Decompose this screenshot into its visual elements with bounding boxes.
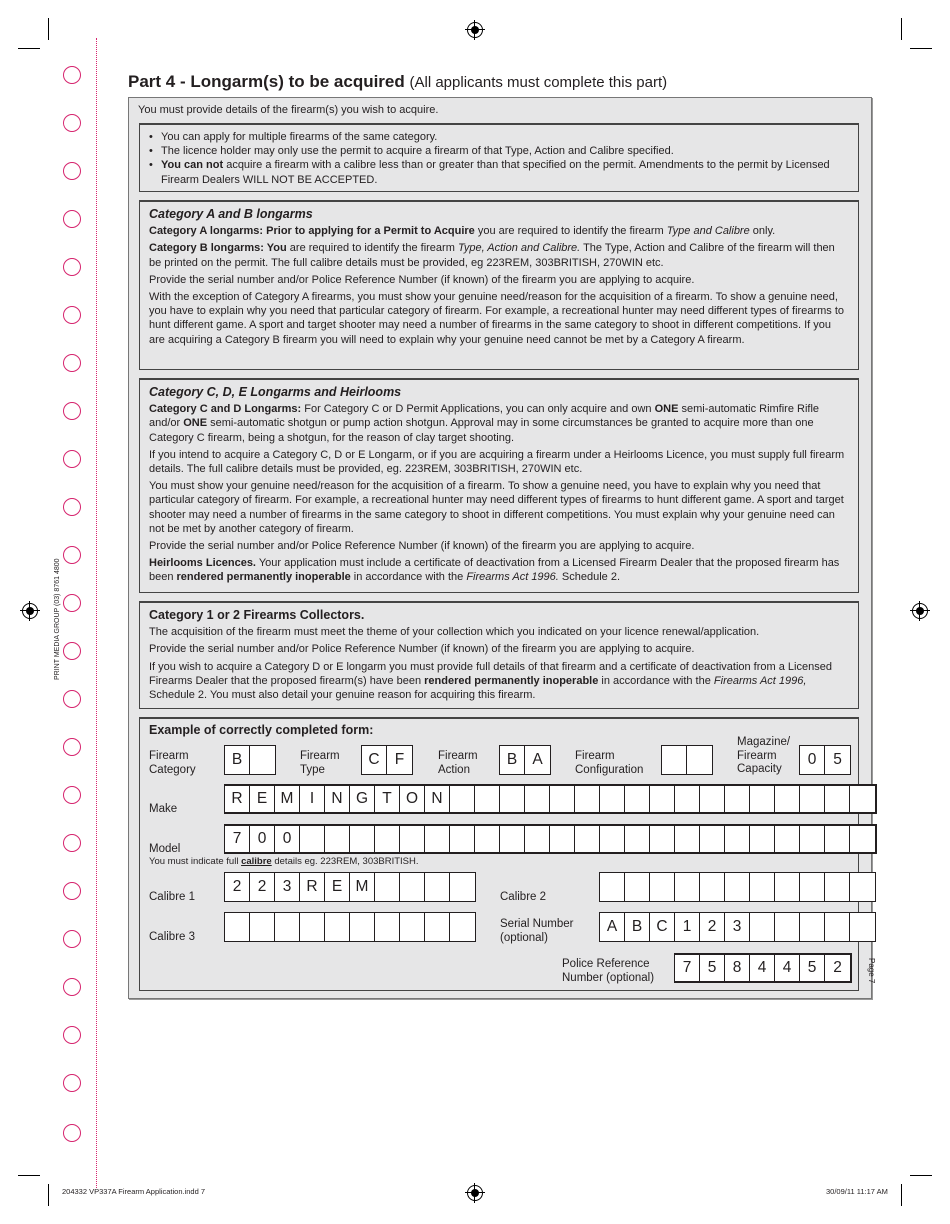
firearm-configuration-label: Firearm Configuration xyxy=(575,750,644,776)
entry-cell[interactable] xyxy=(625,873,650,901)
entry-cell[interactable]: 3 xyxy=(275,873,300,901)
page-title: Part 4 - Longarm(s) to be acquired (All applicants must complete this part) xyxy=(128,72,668,91)
entry-cell[interactable] xyxy=(350,913,375,941)
entry-cell[interactable]: 1 xyxy=(675,913,700,941)
entry-cell[interactable]: M xyxy=(350,873,375,901)
binder-hole-icon xyxy=(63,1074,81,1092)
binder-hole-icon xyxy=(63,978,81,996)
entry-cell[interactable]: 2 xyxy=(225,873,250,901)
binder-hole-icon xyxy=(63,786,81,804)
entry-cell[interactable] xyxy=(375,826,400,852)
entry-cell[interactable]: 4 xyxy=(750,955,775,981)
police-reference-label: Police Reference Number (optional) xyxy=(562,958,655,984)
entry-cell[interactable] xyxy=(525,786,550,812)
entry-cell[interactable] xyxy=(400,826,425,852)
entry-cell[interactable] xyxy=(650,826,675,852)
entry-cell[interactable] xyxy=(750,786,775,812)
crop-mark xyxy=(48,18,49,40)
paragraph: The acquisition of the firearm must meet the theme of your collection which you indicated on your licence renewal/application. xyxy=(149,626,760,639)
entry-cell[interactable] xyxy=(650,873,675,901)
entry-cell[interactable]: 0 xyxy=(250,826,275,852)
binder-hole-icon xyxy=(63,258,81,276)
crop-mark xyxy=(910,48,932,49)
calibre1-label: Calibre 1 xyxy=(149,891,196,903)
binder-hole-icon xyxy=(63,834,81,852)
rule-item: • You can apply for multiple firearms of the same category. xyxy=(149,130,849,144)
entry-cell[interactable] xyxy=(825,826,850,852)
binder-hole-icon xyxy=(63,66,81,84)
entry-cell[interactable] xyxy=(725,873,750,901)
entry-cell[interactable] xyxy=(687,746,712,774)
entry-cell[interactable]: 5 xyxy=(800,955,825,981)
entry-cell[interactable]: 2 xyxy=(250,873,275,901)
page-number: Page 7 xyxy=(867,958,876,984)
entry-cell[interactable] xyxy=(750,873,775,901)
entry-cell[interactable] xyxy=(700,786,725,812)
entry-cell[interactable] xyxy=(600,873,625,901)
magazine-capacity-label: Magazine/ Firearm Capacity xyxy=(737,736,791,775)
binder-hole-icon xyxy=(63,210,81,228)
entry-cell[interactable] xyxy=(425,826,450,852)
entry-cell[interactable] xyxy=(225,913,250,941)
binder-hole-icon xyxy=(63,1026,81,1044)
entry-cell[interactable] xyxy=(700,873,725,901)
intro-text: You must provide details of the firearm(s) you wish to acquire. xyxy=(138,104,439,116)
entry-cell[interactable]: O xyxy=(400,786,425,812)
calibre3-input[interactable] xyxy=(224,912,476,942)
entry-cell[interactable]: R xyxy=(225,786,250,812)
binder-hole-icon xyxy=(63,882,81,900)
firearm-category-label: Firearm Category xyxy=(149,750,196,776)
entry-cell[interactable] xyxy=(300,826,325,852)
binder-hole-icon xyxy=(63,354,81,372)
calibre-note: You must indicate full calibre details eg. 223REM, 303BRITISH. xyxy=(149,856,419,867)
firearm-type-label: Firearm Type xyxy=(300,750,340,776)
crop-mark xyxy=(18,1175,40,1176)
binder-hole-icon xyxy=(63,930,81,948)
entry-cell[interactable]: 4 xyxy=(775,955,800,981)
printer-credit: PRINT MEDIA GROUP (03) 8761 4800 xyxy=(54,558,61,680)
model-label: Model xyxy=(149,843,181,855)
perforation-line xyxy=(96,38,97,1188)
paragraph: If you wish to acquire a Category D or E longarm you must provide full details of that firearm and a certificate of deactivation from a Licensed Firearms Dealer that the proposed firearm(s) have been rendered permanently inoperable in accordance with the Firearms Act 1996, Schedule 2. You must also detail your genuine reason for acquiring this firearm. xyxy=(149,660,832,702)
binder-hole-icon xyxy=(63,114,81,132)
entry-cell[interactable] xyxy=(675,873,700,901)
calibre3-label: Calibre 3 xyxy=(149,931,196,943)
registration-mark-icon xyxy=(22,603,38,619)
crop-mark xyxy=(48,1184,49,1206)
entry-cell[interactable] xyxy=(700,826,725,852)
entry-cell[interactable] xyxy=(375,913,400,941)
paragraph: You must show your genuine need/reason for the acquisition of a firearm. To show a genuine need, you have to explain why you need that particular category of firearm. For example, a recreational hunter may need different types of firearms to hunt different game. A sport and target shooter may need a number of firearms in the same category to shoot in different competitions. You must explain why your genuine need can not be met by another category of firearm. xyxy=(149,480,844,535)
entry-cell[interactable] xyxy=(825,786,850,812)
crop-mark xyxy=(901,18,902,40)
paragraph: Provide the serial number and/or Police Reference Number (if known) of the firearm you are applying to acquire. xyxy=(149,540,695,553)
binder-hole-icon xyxy=(63,306,81,324)
calibre1-input[interactable] xyxy=(224,872,476,902)
crop-mark xyxy=(910,1175,932,1176)
entry-cell[interactable] xyxy=(575,786,600,812)
entry-cell[interactable] xyxy=(500,786,525,812)
entry-cell[interactable]: 2 xyxy=(833,959,842,976)
entry-cell[interactable] xyxy=(400,873,425,901)
rule-item: • The licence holder may only use the permit to acquire a firearm of that Type, Action and Calibre specified. xyxy=(149,144,849,158)
entry-cell[interactable]: R xyxy=(300,873,325,901)
serial-number-input[interactable] xyxy=(599,912,876,942)
model-input[interactable] xyxy=(224,824,877,854)
entry-cell[interactable]: 8 xyxy=(725,955,750,981)
entry-cell[interactable]: 2 xyxy=(700,913,725,941)
entry-cell[interactable] xyxy=(775,826,800,852)
entry-cell[interactable]: A xyxy=(600,913,625,941)
paragraph: Category C and D Longarms: For Category C or D Permit Applications, you can only acquire and own ONE semi-automatic Rimfire Rifle and/or ONE semi-automatic shotgun or pump action shotgun. Approval may in some circumstances be granted to acquire more than one Category C firearm, being a shotgun, for the reason of clay target shooting. xyxy=(149,403,820,444)
entry-cell[interactable] xyxy=(800,826,825,852)
make-label: Make xyxy=(149,803,178,815)
entry-cell[interactable] xyxy=(750,913,775,941)
police-reference-input[interactable] xyxy=(674,953,852,983)
registration-mark-icon xyxy=(467,1185,483,1201)
make-input[interactable] xyxy=(224,784,877,814)
entry-cell[interactable] xyxy=(425,873,450,901)
entry-cell[interactable] xyxy=(475,826,500,852)
entry-cell[interactable] xyxy=(725,786,750,812)
paragraph: Provide the serial number and/or Police Reference Number (if known) of the firearm you are applying to acquire. xyxy=(149,643,695,656)
entry-cell[interactable]: 5 xyxy=(833,751,842,768)
rules-box xyxy=(139,123,859,192)
entry-cell[interactable] xyxy=(450,873,475,901)
magazine-capacity-input[interactable] xyxy=(799,745,851,775)
entry-cell[interactable] xyxy=(425,913,450,941)
category-cde-box xyxy=(139,378,859,593)
entry-cell[interactable] xyxy=(825,913,850,941)
entry-cell[interactable]: N xyxy=(325,786,350,812)
firearm-type-input[interactable] xyxy=(361,745,413,775)
entry-cell[interactable] xyxy=(800,873,825,901)
entry-cell[interactable] xyxy=(375,873,400,901)
entry-cell[interactable] xyxy=(825,873,850,901)
entry-cell[interactable]: 5 xyxy=(700,955,725,981)
paragraph: If you intend to acquire a Category C, D or E Longarm, or if you are acquiring a firearm under a Heirlooms Licence, you must supply full firearm details. The full calibre details must be provided, eg. 223REM, 303BRITISH, 270WIN etc. xyxy=(149,448,845,476)
entry-cell[interactable]: B xyxy=(625,913,650,941)
registration-mark-icon xyxy=(912,603,928,619)
entry-cell[interactable] xyxy=(525,826,550,852)
entry-cell[interactable]: T xyxy=(375,786,400,812)
entry-cell[interactable] xyxy=(775,786,800,812)
calibre2-input[interactable] xyxy=(599,872,876,902)
firearm-action-input[interactable] xyxy=(499,745,551,775)
entry-cell[interactable] xyxy=(675,826,700,852)
entry-cell[interactable]: N xyxy=(425,786,450,812)
entry-cell[interactable] xyxy=(325,826,350,852)
binder-hole-icon xyxy=(63,402,81,420)
entry-cell[interactable]: 7 xyxy=(675,955,700,981)
binder-hole-icon xyxy=(63,546,81,564)
entry-cell[interactable]: 0 xyxy=(800,746,825,774)
entry-cell[interactable]: C xyxy=(650,913,675,941)
entry-cell[interactable] xyxy=(300,913,325,941)
entry-cell[interactable]: 7 xyxy=(225,826,250,852)
entry-cell[interactable] xyxy=(250,746,275,774)
entry-cell[interactable] xyxy=(450,913,475,941)
entry-cell[interactable] xyxy=(850,826,875,852)
entry-cell[interactable] xyxy=(475,786,500,812)
entry-cell[interactable] xyxy=(800,913,825,941)
entry-cell[interactable] xyxy=(675,786,700,812)
binder-hole-icon xyxy=(63,450,81,468)
entry-cell[interactable]: E xyxy=(250,786,275,812)
entry-cell[interactable] xyxy=(662,746,687,774)
paragraph: With the exception of Category A firearms, you must show your genuine need/reason for the acquisition of a firearm. To show a genuine need, you have to explain why you need that particular category of firearm. For example, a recreational hunter may need different types of firearms to hunt different game. A sport and target shooter may need a number of firearms in the same category to shoot in different competitions. If you are acquiring a Category B firearm you will need to explain why your genuine need cannot be met by a Category A firearm. xyxy=(149,291,844,346)
entry-cell[interactable] xyxy=(350,826,375,852)
entry-cell[interactable] xyxy=(850,913,875,941)
entry-cell[interactable] xyxy=(600,826,625,852)
entry-cell[interactable]: M xyxy=(275,786,300,812)
entry-cell[interactable] xyxy=(500,826,525,852)
entry-cell[interactable] xyxy=(775,873,800,901)
registration-mark-icon xyxy=(467,22,483,38)
entry-cell[interactable]: C xyxy=(362,746,387,774)
entry-cell[interactable] xyxy=(850,873,875,901)
entry-cell[interactable]: G xyxy=(350,786,375,812)
binder-hole-icon xyxy=(63,594,81,612)
entry-cell[interactable]: B xyxy=(225,746,250,774)
binder-hole-icon xyxy=(63,738,81,756)
section-heading: Category A and B longarms xyxy=(149,207,313,221)
binder-hole-icon xyxy=(63,1124,81,1142)
footer-timestamp: 30/09/11 11:17 AM xyxy=(826,1187,888,1196)
entry-cell[interactable]: F xyxy=(394,751,405,768)
serial-number-label: Serial Number (optional) xyxy=(500,918,574,944)
entry-cell[interactable] xyxy=(800,786,825,812)
entry-cell[interactable]: A xyxy=(532,751,543,768)
paragraph: Provide the serial number and/or Police Reference Number (if known) of the firearm you are applying to acquire. xyxy=(149,273,695,286)
firearm-configuration-input[interactable] xyxy=(661,745,713,775)
entry-cell[interactable]: E xyxy=(325,873,350,901)
entry-cell[interactable] xyxy=(750,826,775,852)
category-collectors-box xyxy=(139,601,859,709)
binder-hole-icon xyxy=(63,498,81,516)
entry-cell[interactable] xyxy=(725,826,750,852)
entry-cell[interactable] xyxy=(400,913,425,941)
entry-cell[interactable] xyxy=(250,913,275,941)
entry-cell[interactable] xyxy=(450,826,475,852)
entry-cell[interactable] xyxy=(625,786,650,812)
entry-cell[interactable]: B xyxy=(500,746,525,774)
section-heading: Example of correctly completed form: xyxy=(149,723,374,737)
binder-hole-icon xyxy=(63,642,81,660)
section-heading: Category C, D, E Longarms and Heirlooms xyxy=(149,385,402,399)
firearm-category-input[interactable] xyxy=(224,745,276,775)
section-heading: Category 1 or 2 Firearms Collectors. xyxy=(149,608,365,622)
entry-cell[interactable]: 0 xyxy=(275,826,300,852)
crop-mark xyxy=(901,1184,902,1206)
entry-cell[interactable] xyxy=(450,786,475,812)
entry-cell[interactable] xyxy=(550,786,575,812)
entry-cell[interactable] xyxy=(325,913,350,941)
entry-cell[interactable] xyxy=(775,913,800,941)
calibre2-label: Calibre 2 xyxy=(500,891,547,903)
category-ab-box xyxy=(139,200,859,370)
entry-cell[interactable]: I xyxy=(300,786,325,812)
paragraph: Heirlooms Licences. Your application must include a certificate of deactivation from a Licensed Firearm Dealer that the proposed firearm has been rendered permanently inoperable in accordance with the Firearms Act 1996. Schedule 2. xyxy=(149,557,840,584)
paragraph: Category A longarms: Prior to applying for a Permit to Acquire you are required to identify the firearm Type and Calibre only. xyxy=(149,225,776,238)
entry-cell[interactable] xyxy=(850,786,875,812)
entry-cell[interactable] xyxy=(650,786,675,812)
entry-cell[interactable] xyxy=(550,826,575,852)
entry-cell[interactable] xyxy=(600,786,625,812)
paragraph: Category B longarms: You are required to identify the firearm Type, Action and Calibre. The Type, Action and Calibre of the firearm will then be printed on the permit. The full calibre details must be provided, eg 223REM, 303BRITISH, 270WIN etc. xyxy=(149,242,835,269)
firearm-action-label: Firearm Action xyxy=(438,750,478,776)
footer-file-name: 204332 VP337A Firearm Application.indd 7 xyxy=(62,1187,206,1196)
entry-cell[interactable]: 3 xyxy=(725,913,750,941)
entry-cell[interactable] xyxy=(275,913,300,941)
entry-cell[interactable] xyxy=(575,826,600,852)
binder-hole-icon xyxy=(63,162,81,180)
entry-cell[interactable] xyxy=(625,826,650,852)
rule-item: • You can not acquire a firearm with a calibre less than or greater than that specified on the permit. Amendments to the permit by Licensed Firearm Dealers WILL NOT BE ACCEPTED. xyxy=(149,158,849,186)
crop-mark xyxy=(18,48,40,49)
binder-hole-icon xyxy=(63,690,81,708)
